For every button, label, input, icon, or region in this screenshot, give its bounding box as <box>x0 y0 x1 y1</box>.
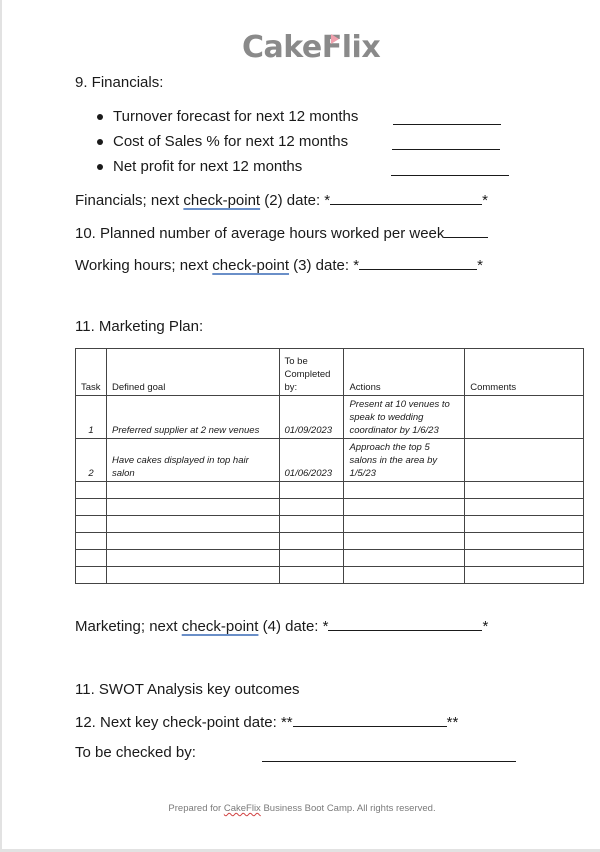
table-header-row <box>76 349 584 396</box>
bullet-label: Cost of Sales % for next 12 months <box>113 133 349 150</box>
bullet-cost-of-sales <box>97 133 348 150</box>
column-header-task: Task <box>76 349 107 396</box>
date-cell: 01/09/2023 <box>279 396 344 439</box>
goal-cell: Preferred supplier at 2 new venues <box>106 396 279 439</box>
bullet-label: Net profit for next 12 months <box>113 158 303 175</box>
footer-copyright: Prepared for CakeFlix Business Boot Camp. All rights reserved. <box>168 803 436 814</box>
checkpoint-word: check-point <box>212 257 290 274</box>
financials-checkpoint-line: Financials; next check-point (2) date: * * <box>75 192 488 209</box>
turnover-blank-field[interactable] <box>393 110 501 125</box>
bullet-label: Turnover forecast for next 12 months <box>113 108 359 125</box>
table-row <box>76 439 584 482</box>
comments-cell[interactable] <box>465 396 584 439</box>
actions-cell: Present at 10 venues to speak to wedding coordinator by 1/6/23 <box>344 396 465 439</box>
bullet-net-profit <box>97 158 302 175</box>
empty-table-row[interactable] <box>76 516 584 533</box>
swot-heading: 11. SWOT Analysis key outcomes <box>75 681 300 698</box>
column-header-comments: Comments <box>465 349 584 396</box>
date-cell: 01/06/2023 <box>279 439 344 482</box>
column-header-goal: Defined goal <box>106 349 279 396</box>
empty-table-row[interactable] <box>76 499 584 516</box>
financials-heading: 9. Financials: <box>75 74 164 91</box>
checkpoint-word: check-point <box>183 192 261 209</box>
column-header-completed-by: To be Completed by: <box>279 349 344 396</box>
empty-table-row[interactable] <box>76 550 584 567</box>
footer-brand: CakeFlix <box>223 803 261 814</box>
hours-question-line: 10. Planned number of average hours worked per week <box>75 223 488 242</box>
bullet-turnover <box>97 108 358 125</box>
checked-by-label: To be checked by: <box>75 744 196 761</box>
hours-blank-field[interactable] <box>444 223 488 238</box>
table-row <box>76 396 584 439</box>
checked-by-field[interactable] <box>262 747 516 762</box>
hours-checkpoint-line: Working hours; next check-point (3) date: * * <box>75 257 483 274</box>
logo-text: CakeFlix <box>242 30 381 65</box>
marketing-checkpoint-line: Marketing; next check-point (4) date: * * <box>75 618 489 635</box>
comments-cell[interactable] <box>465 439 584 482</box>
next-checkpoint-date-field[interactable] <box>293 712 447 727</box>
marketing-heading: 11. Marketing Plan: <box>75 318 204 335</box>
empty-table-row[interactable] <box>76 533 584 550</box>
actions-cell: Approach the top 5 salons in the area by 1/5/23 <box>344 439 465 482</box>
financials-checkpoint-date-field[interactable] <box>330 190 482 205</box>
bullet-dot-icon <box>97 164 103 170</box>
column-header-actions: Actions <box>344 349 465 396</box>
next-checkpoint-line: 12. Next key check-point date: ** ** <box>75 714 459 731</box>
net-profit-blank-field[interactable] <box>391 161 509 176</box>
play-triangle-icon <box>331 34 339 44</box>
cost-of-sales-blank-field[interactable] <box>392 135 500 150</box>
checkpoint-word: check-point <box>181 618 259 635</box>
task-cell: 2 <box>76 439 107 482</box>
cakeflix-logo <box>242 30 381 74</box>
goal-cell: Have cakes displayed in top hair salon <box>106 439 279 482</box>
hours-checkpoint-date-field[interactable] <box>359 255 477 270</box>
marketing-plan-table <box>75 348 584 584</box>
bullet-dot-icon <box>97 139 103 145</box>
bullet-dot-icon <box>97 114 103 120</box>
empty-table-row[interactable] <box>76 482 584 499</box>
task-cell: 1 <box>76 396 107 439</box>
marketing-checkpoint-date-field[interactable] <box>328 616 482 631</box>
empty-table-row[interactable] <box>76 567 584 584</box>
